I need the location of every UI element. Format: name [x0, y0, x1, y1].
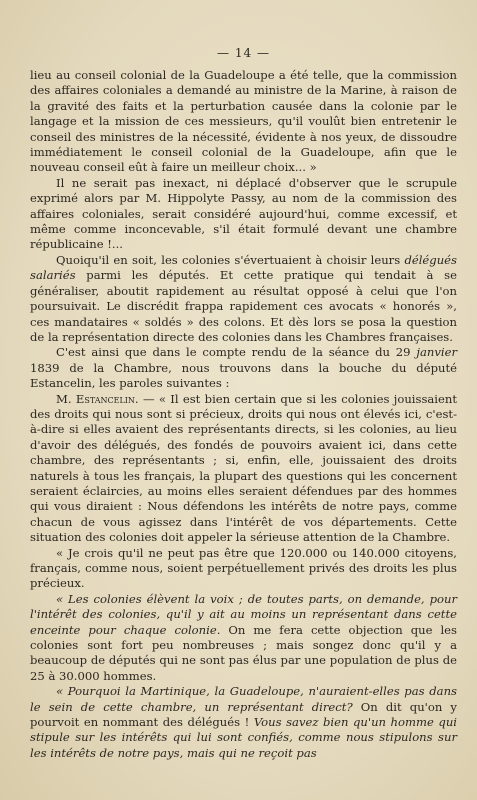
paragraph-4-text-a: C'est ainsi que dans le compte rendu de la séance du 29: [56, 345, 417, 360]
paragraph-2: Il ne serait pas inexact, ni déplacé d'observer que le scrupule exprimé alors par M. Hippolyte Passy, au nom de la commission des affaires coloniales, serait considéré aujourd'hui, comme excessif, et même comme inconcevable, s'il était formulé devant une chambre républicaine !...: [30, 175, 457, 252]
speech-text: — « Il est bien certain que si les colonies jouissaient des droits qui nous sont si précieux, droits qui nous ont élevés ici, c'est-à-dire si elles avaient des représentants directs, si les colonies, au lieu d'avoir des délégués, des fondés de pouvoirs avaient ici, dans cette chambre, des représentants ; si, enfin, elle, jouissaient des droits naturels à tous les français, la plupart des questions qui les concernent seraient éclaircies, au moins elles seraient défendues par des hommes qui vous diraient : Nous défendons les intérêts de notre pays, comme chacun de vous agissez dans l'intérêt de vos départements. Cette situation des colonies doit appeler la sérieuse attention de la Chambre.: [30, 391, 457, 545]
paragraph-6: « Je crois qu'il ne peut pas être que 120.000 ou 140.000 citoyens, français, comme nous, soient perpétuellement privés des droits les plus précieux.: [30, 545, 457, 591]
body-text: [30, 68, 457, 761]
paragraph-8: [30, 684, 457, 761]
paragraph-3-text-c: parmi les députés. Et cette pratique qui tendait à se généraliser, aboutit rapidement au résultat opposé à celui que l'on poursuivait. Le discrédit frappa rapidement ces avocats « honorés », ces mandataires « soldés » des colons. Et dès lors se posa la question de la représentation directe des colonies dans les Chambres françaises.: [30, 268, 457, 344]
paragraph-7-text-b: On me fera cette objection que les colonies sont fort peu nombreuses ; mais songez donc qu'il y a beaucoup de députés qui ne sont pas élus par une population de plus de 25 à 30.000 hommes.: [30, 622, 457, 683]
paragraph-1: lieu au conseil colonial de la Guadeloupe a été telle, que la commission des affaires coloniales a demandé au ministre de la Marine, à raison de la gravité des faits et la perturbation causée dans la colonie par le langage et la mission de ces messieurs, qu'il voulût bien entretenir le conseil des ministres de la nécessité, évidente à nos yeux, de dissoudre immédiatement le conseil colonial de la Guadeloupe, afin que le nouveau conseil eût à faire un meilleur choix... »: [30, 68, 457, 175]
page-number: — 14 —: [217, 46, 270, 60]
speaker-name: M. Estancelin.: [56, 391, 139, 406]
paragraph-4: [30, 345, 457, 391]
paragraph-4-italic: janvier: [416, 345, 457, 360]
paragraph-7-italic: « Les colonies élèvent la voix ; de toutes parts, on demande, pour l'intérêt des colonies, qu'il y ait au moins un représentant dans cette enceinte pour chaque colonie.: [30, 591, 457, 637]
paragraph-3-text-a: Quoiqu'il en soit, les colonies s'évertuaient à choisir leurs: [56, 252, 405, 267]
paragraph-8-italic-a: « Pourquoi la Martinique, la Guadeloupe, n'auraient-elles pas dans le sein de cette chambre, un représentant direct?: [30, 684, 457, 714]
paragraph-3-italic: délégués salariés: [30, 252, 457, 283]
paragraph-4-text-c: 1839 de la Chambre, nous trouvons dans la bouche du député Estancelin, les paroles suivantes :: [30, 360, 457, 391]
paragraph-3: [30, 253, 457, 345]
paragraph-8-italic-c: Vous savez bien qu'un homme qui stipule sur les intérêts qui lui sont confiés, comme nous stipulons sur les intérêts de notre pays, mais qui ne reçoit pas: [30, 715, 457, 760]
paragraph-7: [30, 592, 457, 684]
paragraph-8-text-b: On dit qu'on y pourvoit en nommant des délégués !: [30, 699, 457, 730]
paragraph-5: [30, 392, 457, 546]
